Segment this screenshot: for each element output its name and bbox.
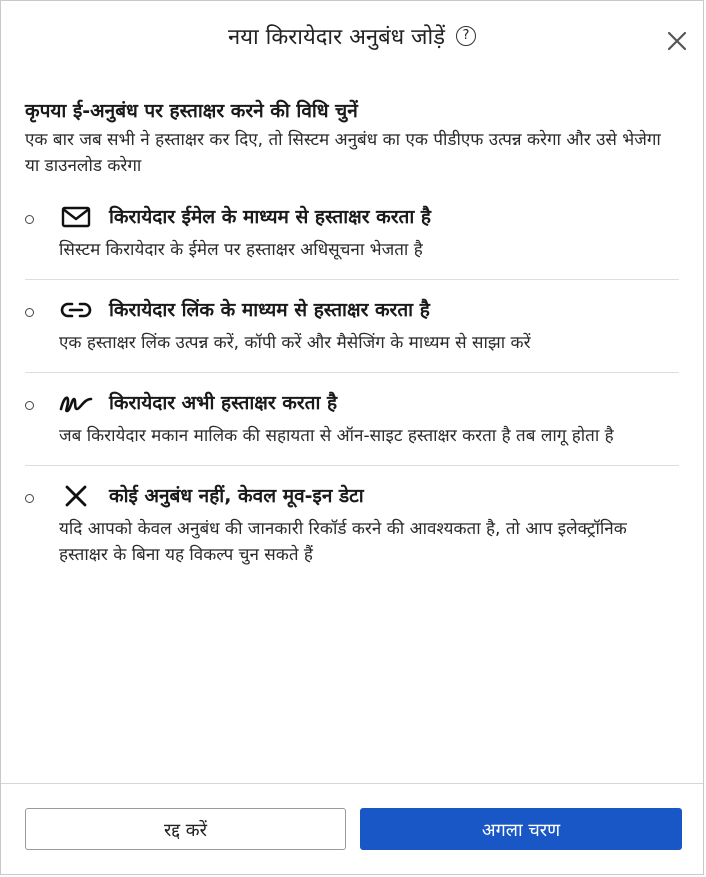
option-title: किरायेदार अभी हस्ताक्षर करता है bbox=[109, 392, 338, 414]
option-description: यदि आपको केवल अनुबंध की जानकारी रिकॉर्ड करने की आवश्यकता है, तो आप इलेक्ट्रॉनिक हस्ताक्षर के बिना यह विकल्प चुन सकते हैं bbox=[59, 519, 627, 565]
option-title: किरायेदार ईमेल के माध्यम से हस्ताक्षर करता है bbox=[109, 206, 431, 228]
option-sign-now[interactable] bbox=[25, 373, 679, 466]
option-email-sign[interactable] bbox=[25, 187, 679, 280]
dialog-header bbox=[1, 1, 703, 81]
section-heading: कृपया ई-अनुबंध पर हस्ताक्षर करने की विधि चुनें bbox=[25, 100, 358, 122]
dialog-footer bbox=[1, 783, 703, 874]
link-icon bbox=[59, 298, 93, 322]
signing-method-options bbox=[1, 187, 703, 584]
signature-icon bbox=[59, 391, 93, 415]
option-title: कोई अनुबंध नहीं, केवल मूव-इन डेटा bbox=[109, 485, 364, 507]
option-link-sign[interactable] bbox=[25, 280, 679, 373]
option-title-row bbox=[59, 482, 679, 510]
option-description: एक हस्ताक्षर लिंक उत्पन्न करें, कॉपी करें और मैसेजिंग के माध्यम से साझा करें bbox=[59, 333, 531, 353]
radio-button[interactable] bbox=[25, 494, 34, 503]
option-title-row bbox=[59, 296, 679, 324]
option-description: जब किरायेदार मकान मालिक की सहायता से ऑन-साइट हस्ताक्षर करता है तब लागू होता है bbox=[59, 426, 614, 446]
cancel-button[interactable]: रद्द करें bbox=[25, 808, 346, 850]
radio-button[interactable] bbox=[25, 215, 34, 224]
option-no-agreement[interactable] bbox=[25, 466, 679, 584]
dialog-title-row bbox=[1, 21, 703, 55]
option-title-row bbox=[59, 389, 679, 417]
close-button[interactable] bbox=[665, 29, 689, 53]
radio-button[interactable] bbox=[25, 401, 34, 410]
question-circle-icon[interactable]: ? bbox=[456, 26, 476, 46]
radio-button[interactable] bbox=[25, 308, 34, 317]
option-title: किरायेदार लिंक के माध्यम से हस्ताक्षर करता है bbox=[109, 299, 430, 321]
option-title-row bbox=[59, 203, 679, 231]
dialog-title: नया किरायेदार अनुबंध जोड़ें bbox=[228, 25, 445, 50]
close-icon[interactable] bbox=[665, 29, 689, 53]
x-icon bbox=[59, 484, 93, 508]
next-step-button[interactable]: अगला चरण bbox=[360, 808, 682, 850]
dialog-content bbox=[1, 97, 703, 584]
option-description: सिस्टम किरायेदार के ईमेल पर हस्ताक्षर अधिसूचना भेजता है bbox=[59, 240, 423, 260]
envelope-icon bbox=[59, 205, 93, 229]
section-description: एक बार जब सभी ने हस्ताक्षर कर दिए, तो सिस्टम अनुबंध का एक पीडीएफ उत्पन्न करेगा और उसे भेजेगा या डाउनलोड करेगा bbox=[25, 130, 661, 176]
